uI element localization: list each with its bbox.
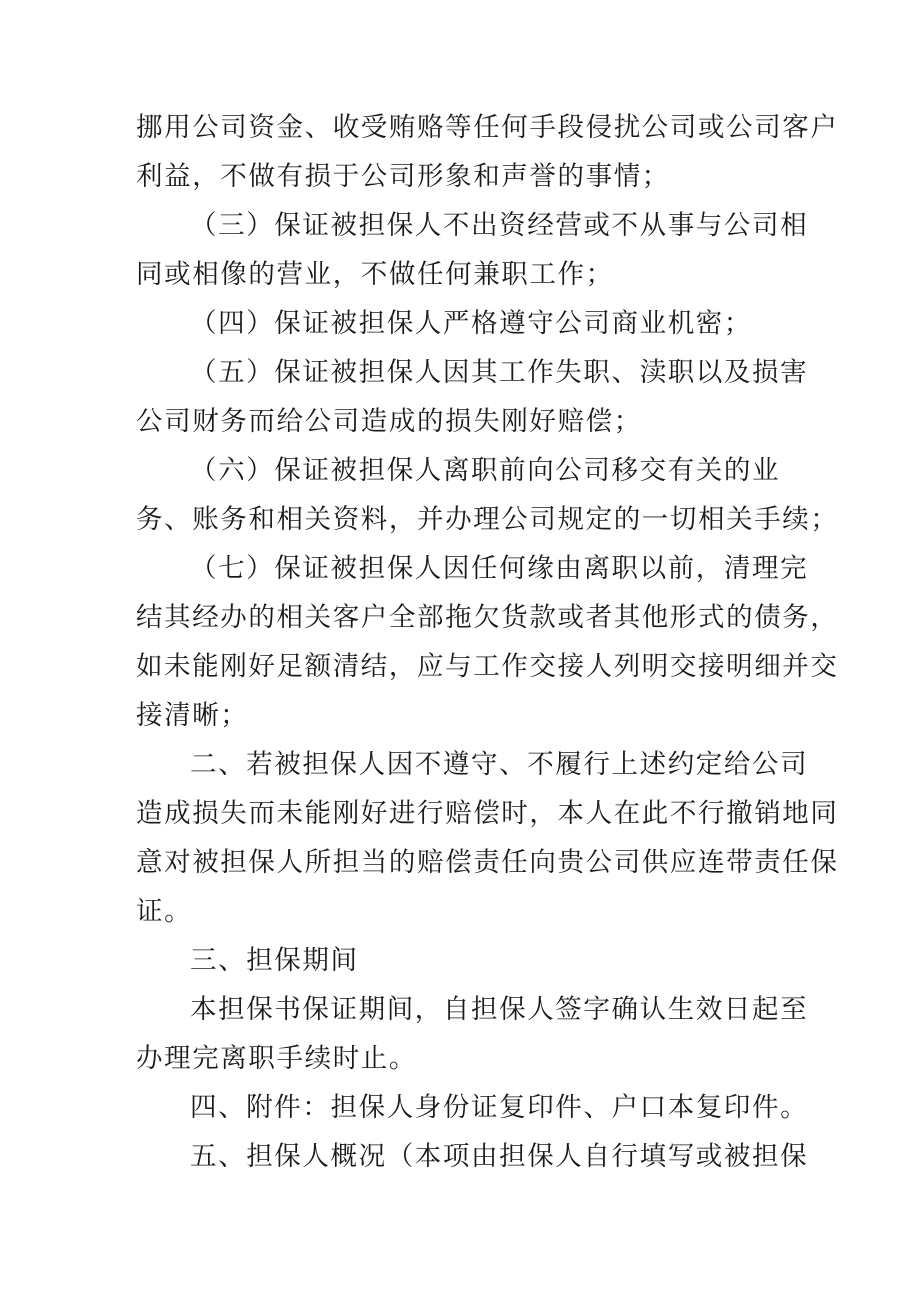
paragraph — [136, 103, 839, 201]
text-line: 务、账务和相关资料，并办理公司规定的一切相关手续； — [136, 504, 839, 535]
text-line: 造成损失而未能刚好进行赔偿时，本人在此不行撤销地同 — [136, 798, 839, 829]
paragraph — [136, 201, 809, 299]
text-line: 挪用公司资金、收受贿赂等任何手段侵扰公司或公司客户 — [136, 112, 839, 143]
text-line: 四、附件：担保人身份证复印件、户口本复印件。 — [190, 1092, 809, 1123]
text-line: 接清晰； — [136, 700, 249, 731]
text-line: （六）保证被担保人离职前向公司移交有关的业 — [190, 455, 781, 486]
text-line: 办理完离职手续时止。 — [136, 1043, 417, 1074]
text-line: （七）保证被担保人因任何缘由离职以前，清理完 — [190, 553, 809, 584]
text-line: 三、担保期间 — [190, 945, 359, 976]
text-line: 二、若被担保人因不遵守、不履行上述约定给公司 — [190, 749, 809, 780]
paragraph — [136, 936, 796, 985]
text-line: 公司财务而给公司造成的损失刚好赔偿； — [136, 406, 642, 437]
text-line: （五）保证被担保人因其工作失职、渎职以及损害 — [190, 357, 809, 388]
text-line: 证。 — [136, 896, 193, 927]
paragraph — [136, 544, 839, 740]
paragraph — [136, 299, 796, 348]
paragraph — [136, 740, 839, 936]
paragraph — [136, 446, 839, 544]
text-line: 同或相像的营业，不做任何兼职工作； — [136, 259, 614, 290]
text-line: 如未能刚好足额清结，应与工作交接人列明交接明细并交 — [136, 651, 839, 682]
text-line: 五、担保人概况（本项由担保人自行填写或被担保 — [190, 1141, 809, 1172]
paragraph — [136, 1083, 809, 1132]
paragraph — [136, 348, 809, 446]
paragraph — [136, 985, 809, 1083]
text-line: （三）保证被担保人不出资经营或不从事与公司相 — [190, 210, 809, 241]
text-line: （四）保证被担保人严格遵守公司商业机密； — [190, 308, 752, 339]
text-line: 本担保书保证期间，自担保人签字确认生效日起至 — [190, 994, 809, 1025]
paragraph — [136, 1132, 809, 1181]
text-line: 利益，不做有损于公司形象和声誉的事情； — [136, 161, 670, 192]
text-line: 意对被担保人所担当的赔偿责任向贵公司供应连带责任保 — [136, 847, 839, 878]
document-body — [136, 103, 839, 1181]
text-line: 结其经办的相关客户全部拖欠货款或者其他形式的债务， — [136, 602, 839, 633]
